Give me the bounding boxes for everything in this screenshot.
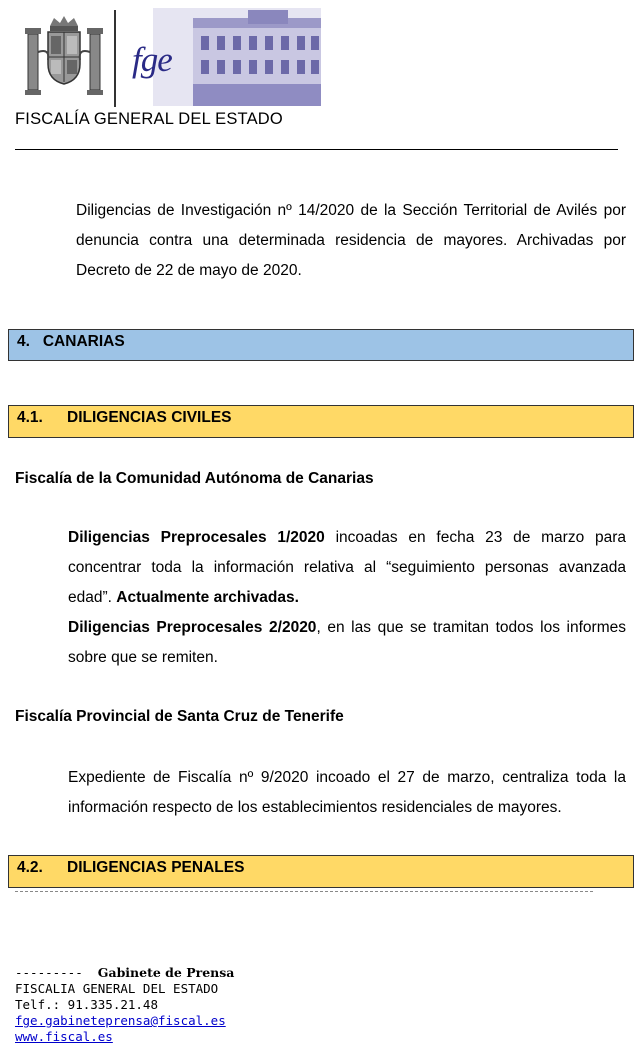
diligencia-2-ref: Diligencias Preprocesales 2/2020 — [68, 619, 317, 636]
footer-email-line — [15, 1013, 226, 1029]
header-divider — [114, 10, 116, 107]
tenerife-heading: Fiscalía Provincial de Santa Cruz de Tenerife — [15, 708, 344, 725]
section-4-label: 4. CANARIAS — [17, 333, 125, 350]
footer-organization: FISCALIA GENERAL DEL ESTADO — [15, 981, 219, 996]
footer-email-link[interactable]: fge.gabineteprensa@fiscal.es — [15, 1013, 226, 1028]
diligencia-1-text: incoadas en fecha 23 de marzo para concentrar toda la información relativa al “seguimiento personas avanzada edad”. — [68, 529, 626, 606]
section-4-1-header — [8, 405, 634, 438]
diligencia-2-text: , en las que se tramitan todos los informes sobre que se remiten. — [68, 619, 626, 666]
diligencia-1-ref: Diligencias Preprocesales 1/2020 — [68, 529, 325, 546]
tenerife-paragraph: Expediente de Fiscalía nº 9/2020 incoado el 27 de marzo, centraliza toda la información respecto de los establecimientos residenciales de mayores. — [68, 769, 626, 816]
building-image — [153, 8, 321, 106]
fge-logo-text: fge — [132, 40, 172, 79]
intro-paragraph: Diligencias de Investigación nº 14/2020 de la Sección Territorial de Avilés por denuncia contra una determinada residencia de mayores. Archivadas por Decreto de 22 de mayo de 2020. — [76, 202, 626, 279]
organization-title: FISCALÍA GENERAL DEL ESTADO — [15, 110, 283, 128]
canarias-heading: Fiscalía de la Comunidad Autónoma de Canarias — [15, 470, 374, 487]
diligencia-1-status: Actualmente archivadas. — [116, 589, 299, 606]
footer-office-line — [15, 965, 234, 981]
coat-of-arms-logo — [20, 12, 108, 100]
section-4-2-header — [8, 855, 634, 888]
footer-website-link[interactable]: www.fiscal.es — [15, 1029, 113, 1044]
footer-website-line — [15, 1029, 113, 1045]
canarias-paragraph — [68, 523, 626, 673]
footer-phone: Telf.: 91.335.21.48 — [15, 997, 158, 1012]
section-4-1-number: 4.1. — [17, 409, 43, 426]
section-4-1-title: DILIGENCIAS CIVILES — [67, 409, 232, 426]
footer-dashed-rule — [15, 891, 593, 892]
footer-office: Gabinete de Prensa — [97, 965, 235, 980]
footer-dashes: --------- — [15, 965, 83, 980]
header-rule — [15, 149, 618, 150]
section-4-2-number: 4.2. — [17, 859, 43, 876]
section-4-header — [8, 329, 634, 361]
section-4-2-title: DILIGENCIAS PENALES — [67, 859, 245, 876]
